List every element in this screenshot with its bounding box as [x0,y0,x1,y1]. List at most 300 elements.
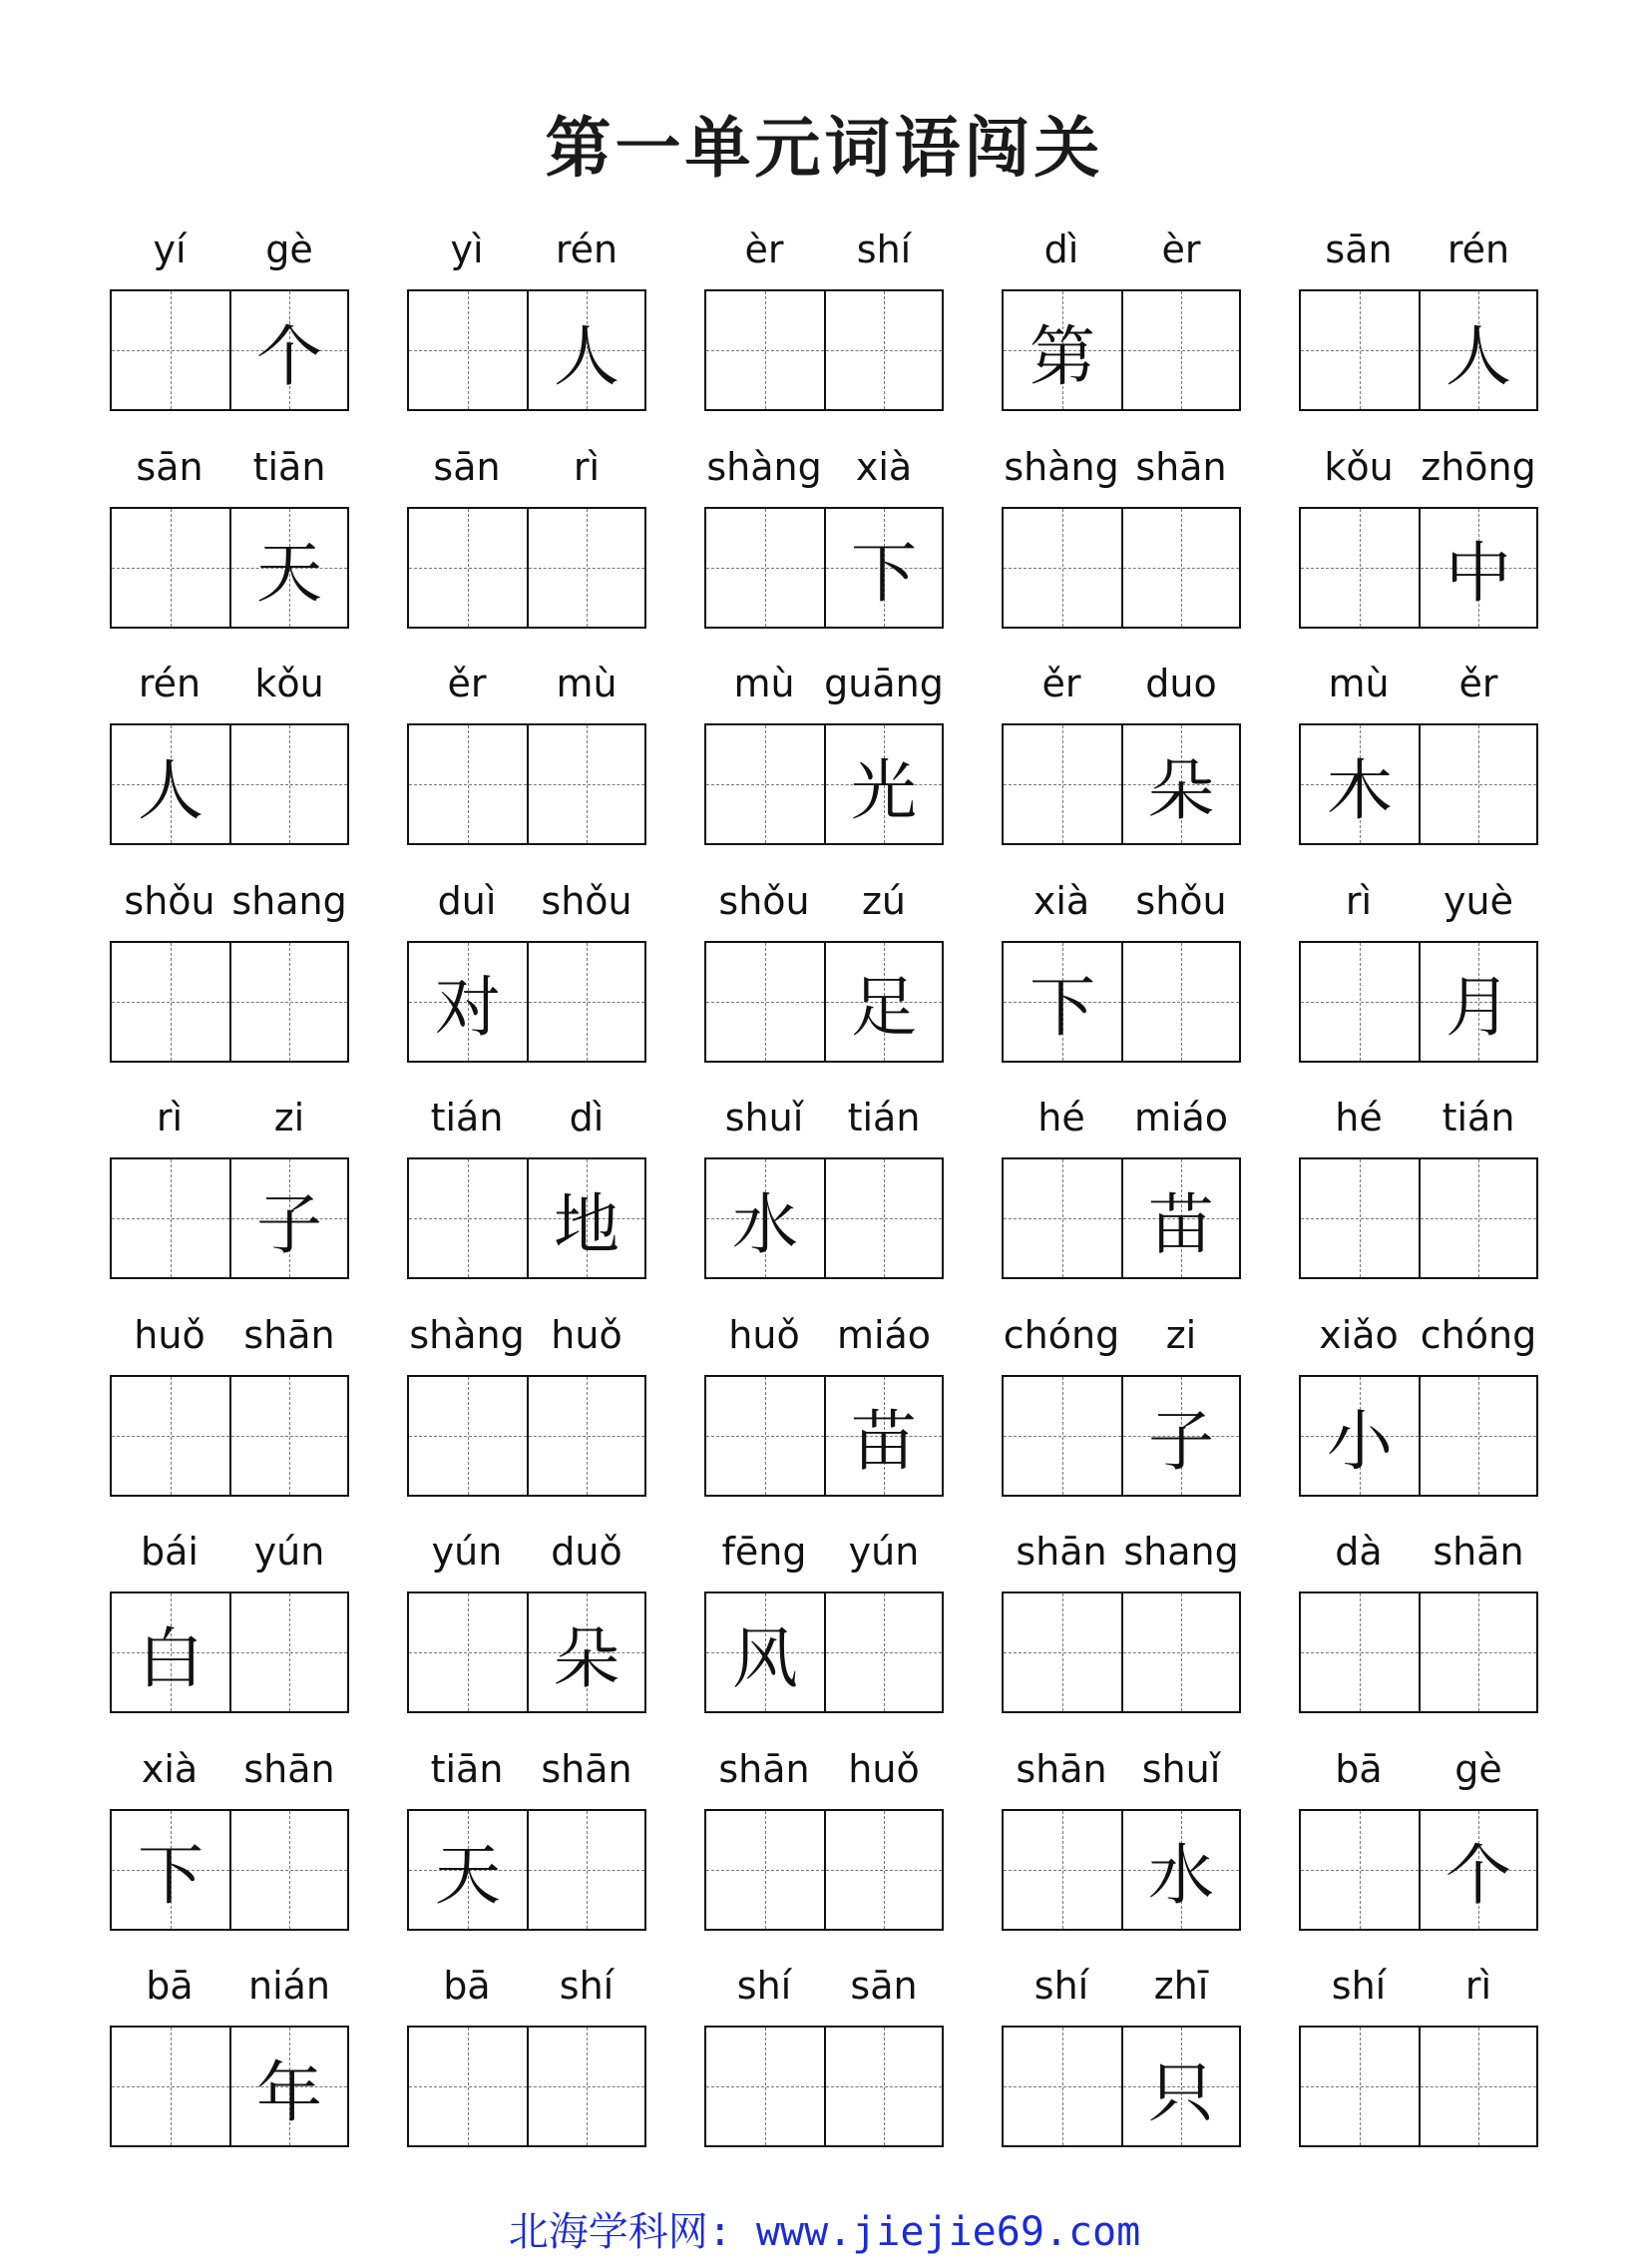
pinyin-row [1299,1739,1538,1799]
tianzige-boxes [407,941,646,1063]
pinyin-syllable: tián [847,1096,921,1139]
hanzi-character [529,725,644,843]
character-box[interactable] [706,1377,824,1495]
character-box[interactable] [527,291,644,409]
hanzi-character [409,1377,527,1495]
tianzige-boxes [110,1157,349,1279]
tianzige-boxes [1002,2026,1241,2147]
tianzige-boxes [1299,1809,1538,1931]
tianzige-boxes [704,507,944,629]
pinyin-syllable: kǒu [254,662,324,705]
pinyin-syllable: rì [1464,1964,1492,2008]
pinyin-row [704,1522,944,1582]
character-box[interactable] [824,1377,942,1495]
pinyin-syllable: yì [450,227,484,271]
pinyin-syllable: shàng [706,444,822,489]
hanzi-character [826,1811,942,1929]
hanzi-character [1123,1593,1239,1711]
word-cell [1002,654,1241,863]
pinyin-syllable: rén [1446,227,1510,271]
hanzi-character: 白 [138,1619,204,1697]
hanzi-character [1123,291,1239,409]
pinyin-syllable: huǒ [134,1312,206,1357]
character-box[interactable] [1121,1159,1239,1277]
hanzi-character [1301,1593,1419,1711]
word-cell [110,1088,349,1297]
character-box[interactable] [409,1593,527,1711]
tianzige-boxes [407,1591,646,1713]
character-box[interactable] [824,1159,942,1277]
hanzi-character [1301,509,1419,627]
hanzi-character: 子 [256,1185,322,1263]
hanzi-character [231,725,347,843]
character-box[interactable] [824,2028,942,2145]
character-box[interactable] [112,1593,229,1711]
hanzi-character: 下 [851,535,917,612]
hanzi-character [112,291,229,409]
character-box[interactable] [1004,1377,1121,1495]
pinyin-row [110,437,349,497]
character-box[interactable] [527,943,644,1061]
hanzi-character [1004,1811,1121,1929]
word-cell [407,654,646,863]
tianzige-boxes [704,1809,944,1931]
pinyin-row [110,1956,349,2016]
hanzi-character: 小 [1327,1403,1393,1480]
hanzi-character: 地 [554,1185,619,1263]
character-box[interactable] [706,1593,824,1711]
hanzi-character [231,1593,347,1711]
pinyin-syllable: zhī [1153,1964,1209,2008]
character-box[interactable] [1419,291,1536,409]
character-box[interactable] [1004,2028,1121,2145]
character-box[interactable] [1004,1593,1121,1711]
character-box[interactable] [1301,1811,1419,1929]
tianzige-boxes [704,1375,944,1497]
pinyin-row [1002,871,1241,931]
character-box[interactable] [527,1593,644,1711]
character-box[interactable] [706,943,824,1061]
character-box[interactable] [527,1377,644,1495]
character-box[interactable] [1121,725,1239,843]
tianzige-boxes [110,723,349,845]
pinyin-syllable: huǒ [728,1312,800,1357]
hanzi-character [1301,2028,1419,2145]
pinyin-syllable: shān [1433,1530,1524,1574]
hanzi-character [1123,509,1239,627]
pinyin-syllable: sān [136,444,204,489]
character-box[interactable] [409,291,527,409]
pinyin-syllable: bā [1335,1746,1383,1791]
hanzi-character [231,943,347,1061]
hanzi-character [409,509,527,627]
hanzi-character: 人 [1445,317,1511,395]
character-box[interactable] [1004,725,1121,843]
pinyin-syllable: duǒ [551,1530,622,1574]
word-cell [1002,1739,1241,1949]
tianzige-boxes [704,723,944,845]
word-cell [110,1956,349,2165]
hanzi-character [1301,1159,1419,1277]
character-box[interactable] [1419,1377,1536,1495]
word-cell [1002,1956,1241,2165]
pinyin-syllable: guāng [824,662,944,705]
hanzi-character: 天 [256,535,322,612]
character-box[interactable] [527,1159,644,1277]
hanzi-character [706,1811,824,1929]
hanzi-character: 月 [1445,969,1511,1046]
character-box[interactable] [1419,725,1536,843]
character-box[interactable] [409,509,527,627]
word-cell [1002,1522,1241,1731]
tianzige-boxes [407,1157,646,1279]
character-box[interactable] [1301,291,1419,409]
pinyin-syllable: shang [231,878,347,923]
character-box[interactable] [229,943,347,1061]
tianzige-boxes [110,2026,349,2147]
character-box[interactable] [1419,1593,1536,1711]
pinyin-syllable: shǒu [1135,878,1227,923]
character-box[interactable] [112,1377,229,1495]
pinyin-syllable: nián [247,1964,330,2008]
pinyin-syllable: shàng [1004,444,1119,489]
pinyin-syllable: kǒu [1324,444,1394,489]
pinyin-syllable: shǒu [718,878,810,923]
pinyin-row [110,654,349,713]
character-box[interactable] [1121,1811,1239,1929]
character-box[interactable] [112,943,229,1061]
hanzi-character [1421,1593,1536,1711]
pinyin-syllable: shuǐ [724,1096,804,1139]
pinyin-syllable: dì [569,1096,605,1139]
character-box[interactable] [527,2028,644,2145]
character-box[interactable] [229,1159,347,1277]
character-box[interactable] [112,1811,229,1929]
pinyin-row [407,220,646,279]
word-cell [110,654,349,863]
tianzige-boxes [110,1375,349,1497]
character-box[interactable] [1301,1593,1419,1711]
pinyin-syllable: rén [138,662,202,705]
pinyin-syllable: mù [733,662,795,705]
word-cell [110,1522,349,1731]
pinyin-syllable: tián [430,1096,504,1139]
pinyin-syllable: ěr [447,662,487,705]
word-cell [704,1522,944,1731]
tianzige-boxes [110,289,349,411]
tianzige-boxes [110,941,349,1063]
pinyin-syllable: huǒ [848,1746,920,1791]
character-box[interactable] [1419,509,1536,627]
character-box[interactable] [706,725,824,843]
character-box[interactable] [824,291,942,409]
word-cell [704,654,944,863]
pinyin-row [704,1088,944,1147]
pinyin-syllable: sān [850,1964,918,2008]
pinyin-row [1299,1522,1538,1582]
word-cell [1299,1956,1538,2165]
pinyin-row [1299,220,1538,279]
tianzige-boxes [704,941,944,1063]
pinyin-syllable: yún [431,1530,503,1574]
character-box[interactable] [706,2028,824,2145]
pinyin-syllable: ěr [1458,662,1498,705]
word-cell [704,437,944,647]
character-box[interactable] [409,1811,527,1929]
character-box[interactable] [112,509,229,627]
hanzi-character [1004,2028,1121,2145]
pinyin-row [1299,1956,1538,2016]
footer-watermark: 北海学科网: www.jiejie69.com [508,2209,1141,2255]
pinyin-syllable: duì [437,878,497,923]
word-cell [110,1305,349,1515]
character-box[interactable] [1121,1377,1239,1495]
tianzige-boxes [407,1375,646,1497]
tianzige-boxes [1002,1375,1241,1497]
hanzi-character [706,1377,824,1495]
character-box[interactable] [409,2028,527,2145]
character-box[interactable] [1121,291,1239,409]
pinyin-syllable: yuè [1443,878,1513,923]
hanzi-character [826,1159,942,1277]
hanzi-character [1421,1159,1536,1277]
pinyin-row [407,871,646,931]
character-box[interactable] [1004,1159,1121,1277]
character-box[interactable] [824,509,942,627]
character-box[interactable] [527,725,644,843]
pinyin-syllable: zi [1165,1312,1197,1357]
character-box[interactable] [1419,943,1536,1061]
tianzige-boxes [704,2026,944,2147]
pinyin-syllable: duo [1145,662,1217,705]
word-cell [407,1956,646,2165]
character-box[interactable] [229,1811,347,1929]
word-cell [407,1088,646,1297]
pinyin-syllable: xià [1032,878,1090,923]
word-cell [407,1522,646,1731]
character-box[interactable] [1004,1811,1121,1929]
character-box[interactable] [112,2028,229,2145]
pinyin-syllable: chóng [1003,1312,1120,1357]
pinyin-syllable: hé [1335,1096,1383,1139]
word-cell [110,220,349,429]
word-cell [1002,220,1241,429]
pinyin-syllable: shān [243,1312,335,1357]
hanzi-character [409,725,527,843]
hanzi-character: 光 [851,751,917,829]
tianzige-boxes [110,507,349,629]
hanzi-character [706,943,824,1061]
character-box[interactable] [229,1377,347,1495]
character-box[interactable] [1301,509,1419,627]
character-box[interactable] [706,1159,824,1277]
pinyin-syllable: yí [153,227,187,271]
word-cell [704,1088,944,1297]
character-box[interactable] [229,291,347,409]
pinyin-row [1002,1956,1241,2016]
hanzi-character [529,2028,644,2145]
character-box[interactable] [112,291,229,409]
character-box[interactable] [706,291,824,409]
character-box[interactable] [1004,291,1121,409]
pinyin-syllable: shuǐ [1141,1746,1221,1791]
tianzige-boxes [110,1809,349,1931]
character-box[interactable] [1301,725,1419,843]
pinyin-row [1299,654,1538,713]
hanzi-character [1004,1593,1121,1711]
word-cell [407,871,646,1081]
pinyin-syllable: tiān [430,1746,504,1791]
pinyin-syllable: shān [1016,1530,1107,1574]
character-box[interactable] [1419,1811,1536,1929]
pinyin-syllable: shí [736,1964,792,2008]
pinyin-row [1002,1305,1241,1365]
pinyin-syllable: shí [1033,1964,1089,2008]
character-box[interactable] [824,1811,942,1929]
character-box[interactable] [1419,1159,1536,1277]
pinyin-syllable: rì [156,1096,184,1139]
character-box[interactable] [1121,943,1239,1061]
character-box[interactable] [1121,2028,1239,2145]
hanzi-character [1004,1159,1121,1277]
hanzi-character: 风 [732,1619,798,1697]
character-box[interactable] [229,509,347,627]
character-box[interactable] [409,725,527,843]
tianzige-boxes [407,1809,646,1931]
character-box[interactable] [1004,943,1121,1061]
hanzi-character [1301,1811,1419,1929]
word-cell [1299,1305,1538,1515]
word-cell [1299,654,1538,863]
tianzige-boxes [1299,507,1538,629]
pinyin-syllable: zi [273,1096,305,1139]
character-box[interactable] [1301,1159,1419,1277]
tianzige-boxes [1002,507,1241,629]
pinyin-syllable: yún [253,1530,325,1574]
pinyin-row [704,1956,944,2016]
hanzi-character: 年 [256,2053,322,2131]
pinyin-syllable: ěr [1041,662,1081,705]
character-box[interactable] [112,1159,229,1277]
character-box[interactable] [527,1811,644,1929]
pinyin-row [704,220,944,279]
pinyin-row [407,1956,646,2016]
pinyin-syllable: miáo [1133,1096,1229,1139]
tianzige-boxes [407,289,646,411]
word-cell [1299,1088,1538,1297]
word-cell [110,437,349,647]
pinyin-syllable: shang [1123,1530,1239,1574]
word-cell [110,1739,349,1949]
pinyin-syllable: mù [556,662,618,705]
word-cell [704,1956,944,2165]
word-cell [704,220,944,429]
tianzige-boxes [1299,941,1538,1063]
pinyin-syllable: rì [573,444,601,489]
hanzi-character: 中 [1445,535,1511,612]
pinyin-syllable: rì [1345,878,1373,923]
pinyin-row [704,871,944,931]
pinyin-row [1002,437,1241,497]
pinyin-syllable: shàng [409,1312,525,1357]
pinyin-row [407,654,646,713]
character-box[interactable] [409,1377,527,1495]
pinyin-syllable: èr [1161,227,1201,271]
character-box[interactable] [706,1811,824,1929]
pinyin-row [1002,220,1241,279]
character-box[interactable] [1121,1593,1239,1711]
character-box[interactable] [229,725,347,843]
word-cell [110,871,349,1081]
hanzi-character [529,1377,644,1495]
character-box[interactable] [824,1593,942,1711]
pinyin-row [1299,437,1538,497]
hanzi-character [112,509,229,627]
character-box[interactable] [1301,2028,1419,2145]
word-cell [407,220,646,429]
hanzi-character [1004,509,1121,627]
word-cell [704,871,944,1081]
pinyin-row [110,1739,349,1799]
pinyin-syllable: mù [1328,662,1390,705]
hanzi-character: 个 [256,317,322,395]
hanzi-character: 个 [1445,1837,1511,1914]
character-box[interactable] [409,943,527,1061]
tianzige-boxes [704,1591,944,1713]
character-box[interactable] [1301,943,1419,1061]
pinyin-syllable: èr [744,227,784,271]
hanzi-character [529,1811,644,1929]
character-box[interactable] [1301,1377,1419,1495]
pinyin-row [704,654,944,713]
word-cell [407,1305,646,1515]
character-box[interactable] [112,725,229,843]
character-box[interactable] [1419,2028,1536,2145]
word-cell [1299,871,1538,1081]
hanzi-character: 苗 [851,1403,917,1480]
hanzi-character: 下 [1030,969,1095,1046]
character-box[interactable] [409,1159,527,1277]
hanzi-character: 只 [1148,2053,1214,2131]
pinyin-row [407,437,646,497]
character-box[interactable] [229,1593,347,1711]
word-cell [407,1739,646,1949]
hanzi-character: 第 [1030,317,1095,395]
tianzige-boxes [1299,1157,1538,1279]
character-box[interactable] [229,2028,347,2145]
character-box[interactable] [1121,509,1239,627]
pinyin-row [407,1088,646,1147]
character-box[interactable] [706,509,824,627]
pinyin-syllable: shí [559,1964,615,2008]
hanzi-character: 木 [1327,751,1393,829]
character-box[interactable] [527,509,644,627]
pinyin-row [1002,1739,1241,1799]
hanzi-character [529,509,644,627]
hanzi-character [231,1811,347,1929]
character-box[interactable] [824,725,942,843]
pinyin-syllable: shān [1135,444,1227,489]
pinyin-row [407,1305,646,1365]
character-box[interactable] [824,943,942,1061]
pinyin-syllable: tián [1442,1096,1515,1139]
hanzi-character [112,1377,229,1495]
hanzi-character [1301,291,1419,409]
hanzi-character: 朵 [554,1619,619,1697]
hanzi-character [112,2028,229,2145]
tianzige-boxes [1002,723,1241,845]
character-box[interactable] [1004,509,1121,627]
